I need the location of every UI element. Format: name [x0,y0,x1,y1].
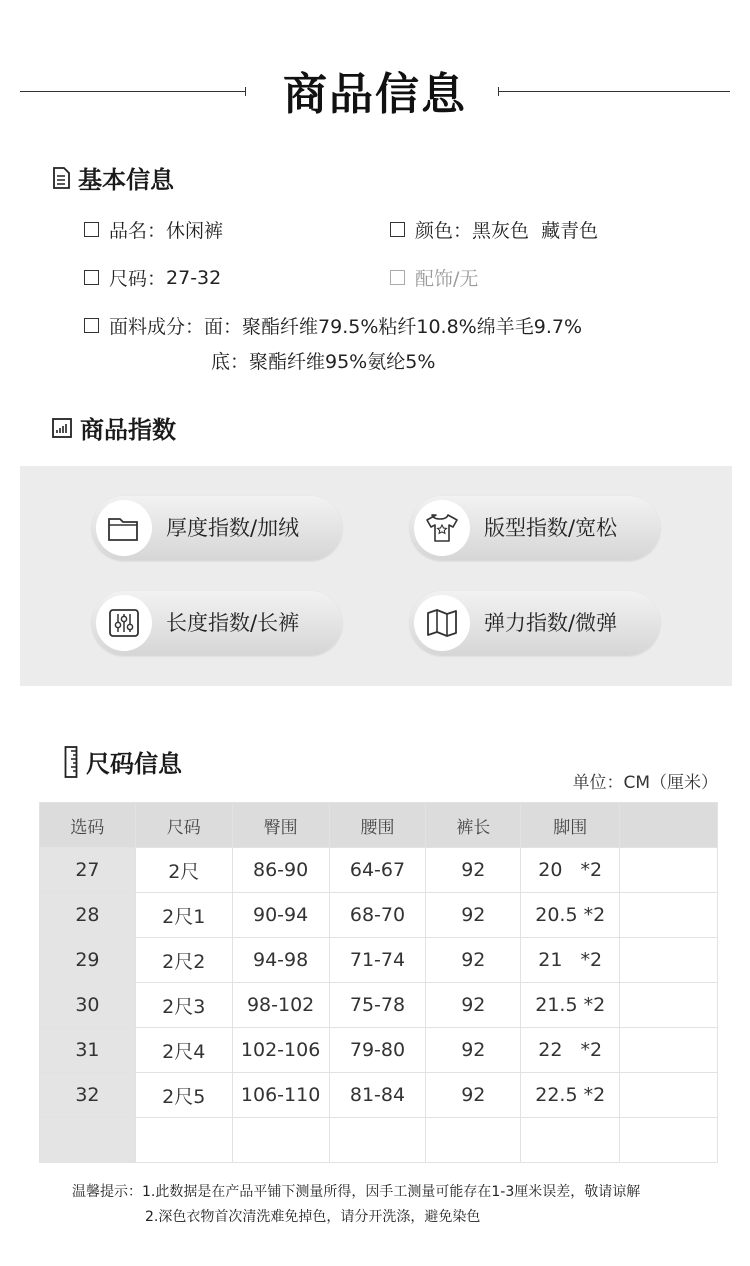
table-cell: 2尺4 [135,1028,232,1073]
table-cell [620,1118,718,1163]
table-cell: 64-67 [329,848,426,893]
size-heading [64,744,182,779]
table-cell: 21 *2 [521,938,620,983]
index-title: 商品指数 [80,416,176,444]
fabric-line-2: 底：聚酯纤维95%氨纶5% [211,351,436,373]
page-title: 商品信息 [283,69,467,120]
size-title: 尺码信息 [86,750,182,778]
table-cell [620,1028,718,1073]
table-row [40,893,718,938]
checkbox-icon [390,222,405,237]
length-pill [92,591,342,655]
fabric-row [84,312,582,339]
table-cell: 29 [40,938,136,983]
table-cell: 102-106 [232,1028,329,1073]
size-label: 尺码： [109,268,167,290]
header-waist: 腰围 [329,803,426,848]
size-row [84,264,221,291]
table-cell [329,1118,426,1163]
table-cell: 92 [426,938,521,983]
table-cell: 2尺1 [135,893,232,938]
header-hip: 臀围 [232,803,329,848]
table-cell [620,983,718,1028]
color-row [390,216,598,243]
table-row [40,1073,718,1118]
basic-info-heading [52,160,174,195]
table-cell: 94-98 [232,938,329,983]
checkbox-icon [84,222,99,237]
table-cell: 22.5 *2 [521,1073,620,1118]
fit-label: 版型指数/宽松 [484,516,618,540]
note-line-2: 2.深色衣物首次清洗难免掉色，请分开洗涤，避免染色 [145,1209,481,1225]
bar-chart-icon [52,418,72,438]
document-icon [52,167,70,189]
color-label: 颜色： [415,220,473,242]
table-row [40,1028,718,1073]
table-cell: 22 *2 [521,1028,620,1073]
table-cell: 92 [426,848,521,893]
color-value: 黑灰色 藏青色 [472,220,599,242]
table-cell: 2尺 [135,848,232,893]
size-table [39,802,718,1163]
table-row [40,938,718,983]
name-value: 休闲裤 [166,220,224,242]
table-cell: 2尺3 [135,983,232,1028]
accessory-row [390,264,478,291]
thickness-label: 厚度指数/加绒 [166,516,300,540]
ruler-icon [64,746,78,778]
header-blank [620,803,718,848]
table-cell: 92 [426,983,521,1028]
size-value: 27-32 [166,266,222,289]
table-cell: 90-94 [232,893,329,938]
table-cell: 86-90 [232,848,329,893]
table-cell: 2尺2 [135,938,232,983]
fabric-label: 面料成分： [109,316,205,338]
table-cell: 2尺5 [135,1073,232,1118]
elastic-pill [410,591,660,655]
table-cell: 28 [40,893,136,938]
header-length: 裤长 [426,803,521,848]
checkbox-icon [390,270,405,285]
table-cell [521,1118,620,1163]
table-cell [620,1073,718,1118]
table-cell [620,938,718,983]
table-cell [40,1118,136,1163]
table-cell: 30 [40,983,136,1028]
header-leg-opening: 脚围 [521,803,620,848]
table-cell: 71-74 [329,938,426,983]
unit-label: 单位：CM（厘米） [572,773,718,793]
table-cell [426,1118,521,1163]
table-cell: 68-70 [329,893,426,938]
table-cell: 21.5 *2 [521,983,620,1028]
table-cell [620,893,718,938]
table-cell: 98-102 [232,983,329,1028]
accessory-value: 配饰/无 [415,268,479,290]
name-label: 品名： [109,220,167,242]
table-cell: 92 [426,1028,521,1073]
header-pick-size: 选码 [40,803,136,848]
tshirt-icon [414,500,470,556]
fit-pill [410,496,660,560]
table-cell: 20.5 *2 [521,893,620,938]
table-cell: 32 [40,1073,136,1118]
folder-icon [96,500,152,556]
product-name-row [84,216,223,243]
table-cell: 31 [40,1028,136,1073]
table-row [40,983,718,1028]
table-row [40,1118,718,1163]
note-line-1: 温馨提示：1.此数据是在产品平铺下测量所得，因手工测量可能存在1-3厘米误差，敬请谅解 [72,1184,641,1200]
table-cell: 92 [426,893,521,938]
checkbox-icon [84,270,99,285]
table-cell: 27 [40,848,136,893]
checkbox-icon [84,318,99,333]
table-cell [232,1118,329,1163]
table-row [40,848,718,893]
table-cell: 92 [426,1073,521,1118]
table-cell: 20 *2 [521,848,620,893]
length-label: 长度指数/长裤 [166,611,300,635]
map-icon [414,595,470,651]
notes [72,1180,640,1230]
index-panel [20,466,732,686]
fabric-line-1: 面：聚酯纤维79.5%粘纤10.8%绵羊毛9.7% [204,316,583,338]
table-cell: 106-110 [232,1073,329,1118]
basic-info-title: 基本信息 [78,166,174,194]
table-cell: 75-78 [329,983,426,1028]
table-cell [620,848,718,893]
header-size: 尺码 [135,803,232,848]
table-cell [135,1118,232,1163]
thickness-pill [92,496,342,560]
table-cell: 79-80 [329,1028,426,1073]
fabric-row-2 [211,347,435,374]
index-heading [52,410,176,445]
table-header-row [40,803,718,848]
sliders-icon [96,595,152,651]
elastic-label: 弹力指数/微弹 [484,611,618,635]
table-cell: 81-84 [329,1073,426,1118]
